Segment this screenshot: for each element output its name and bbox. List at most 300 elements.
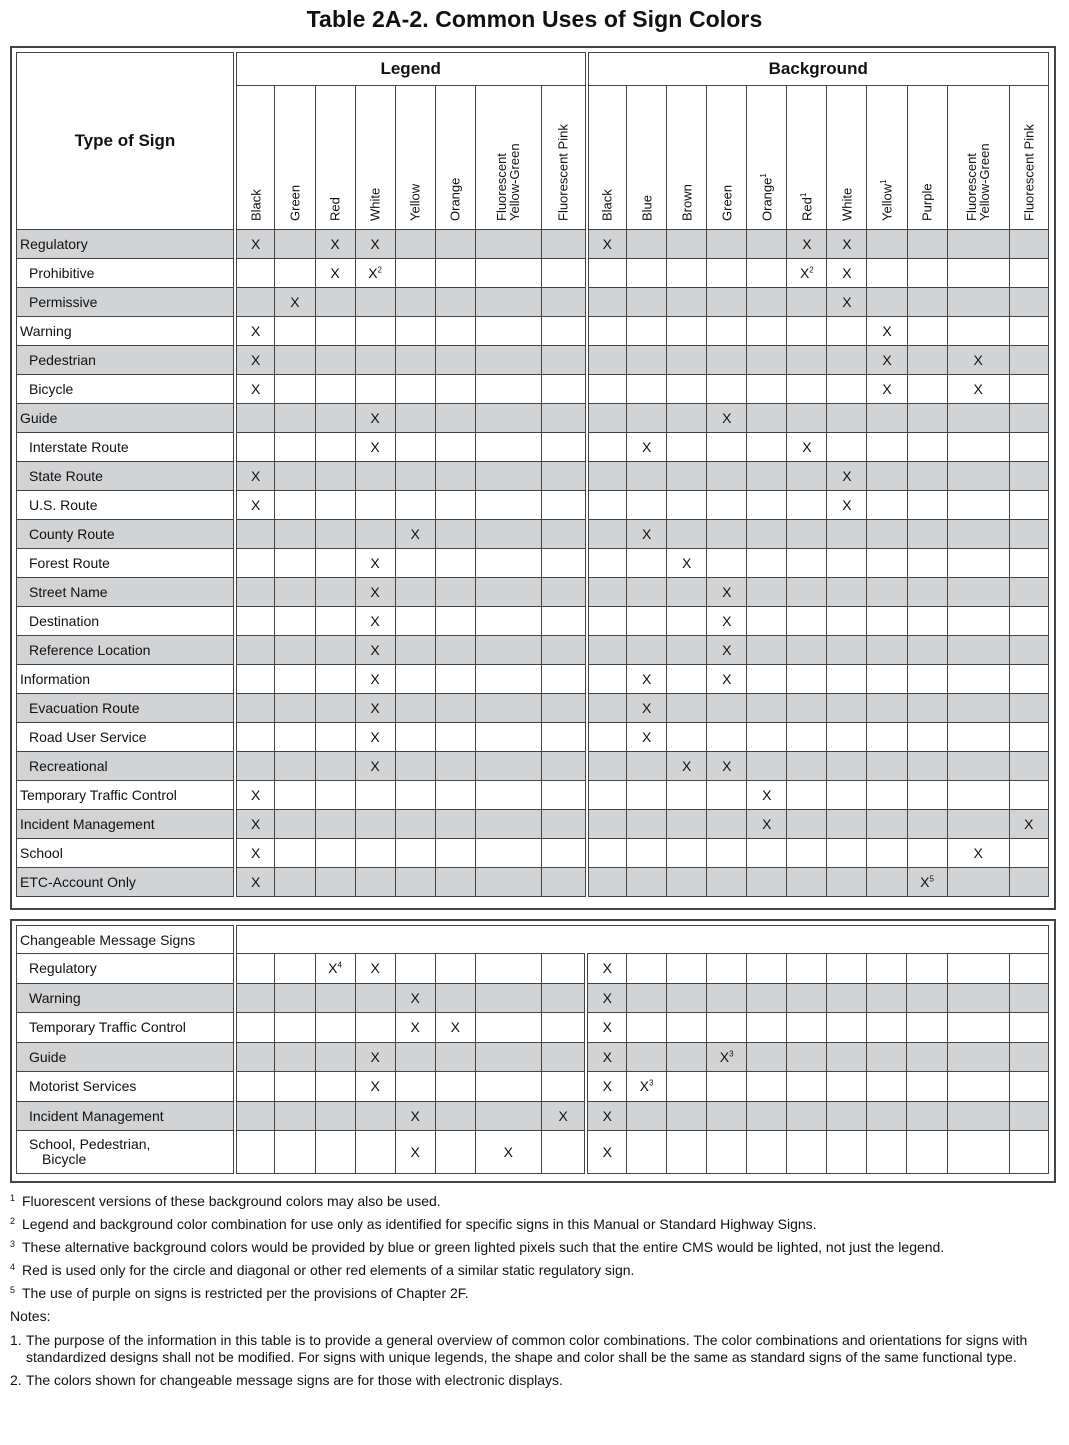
x-mark: X — [973, 381, 983, 397]
legend-cell — [235, 752, 275, 781]
legend-cell — [235, 520, 275, 549]
x-mark: X — [250, 468, 261, 484]
background-cell — [907, 752, 947, 781]
legend-col-label — [288, 185, 301, 221]
col-label-line: Fluorescent Pink — [1021, 124, 1037, 221]
background-cell — [787, 259, 827, 288]
background-cell — [867, 723, 907, 752]
background-cell — [787, 839, 827, 868]
table-row — [17, 230, 1049, 259]
legend-col-orange — [435, 86, 475, 230]
background-cell — [667, 462, 707, 491]
col-label-line: Fluorescent — [494, 153, 510, 221]
sign-type-permissive: Permissive — [17, 288, 235, 317]
background-cell — [1009, 259, 1048, 288]
legend-cell — [475, 346, 541, 375]
legend-cell — [541, 1072, 586, 1102]
legend-cell — [541, 230, 586, 259]
background-cell — [747, 491, 787, 520]
background-cell — [1009, 607, 1048, 636]
x-mark: X — [370, 584, 380, 600]
legend-cell — [275, 520, 315, 549]
footnotes-list — [10, 1193, 1056, 1302]
table-row — [17, 839, 1049, 868]
x-mark: X — [370, 613, 380, 629]
x-mark: X — [250, 236, 261, 252]
legend-cell — [435, 259, 475, 288]
background-cell — [707, 433, 747, 462]
x-mark: X — [722, 671, 732, 687]
background-cell — [867, 781, 907, 810]
background-cell — [787, 375, 827, 404]
x-mark: X — [370, 960, 380, 977]
legend-col-black — [235, 86, 275, 230]
background-cell — [707, 491, 747, 520]
table-row — [17, 462, 1049, 491]
table-row — [17, 1042, 1049, 1072]
legend-cell — [315, 404, 355, 433]
background-cell — [707, 1101, 747, 1131]
background-cell — [1009, 520, 1048, 549]
sign-type-line: School, Pedestrian, — [29, 1136, 151, 1152]
legend-cell — [315, 375, 355, 404]
legend-col-white — [355, 86, 395, 230]
background-cell — [947, 723, 1009, 752]
legend-cell — [395, 578, 435, 607]
background-cell — [747, 723, 787, 752]
background-cell — [1009, 1042, 1048, 1072]
background-cell — [667, 636, 707, 665]
sign-type-incident-management: Incident Management — [17, 810, 235, 839]
background-cell — [827, 868, 867, 897]
background-cell — [667, 839, 707, 868]
background-cell — [867, 230, 907, 259]
legend-cell — [235, 578, 275, 607]
background-cell — [667, 230, 707, 259]
sign-type-recreational: Recreational — [17, 752, 235, 781]
legend-cell — [275, 723, 315, 752]
legend-cell — [475, 694, 541, 723]
background-cell — [747, 752, 787, 781]
background-cell — [947, 1013, 1009, 1043]
background-cell — [587, 433, 627, 462]
legend-cell — [275, 839, 315, 868]
note-text: The colors shown for changeable message signs are for those with electronic displays. — [26, 1372, 563, 1388]
background-cell — [947, 433, 1009, 462]
background-col-label — [1022, 124, 1035, 221]
legend-cell — [235, 781, 275, 810]
background-cell — [947, 752, 1009, 781]
legend-cell — [315, 781, 355, 810]
background-cell — [907, 694, 947, 723]
table-row — [17, 1131, 1049, 1174]
background-cell — [947, 665, 1009, 694]
x-mark: X — [602, 1078, 612, 1095]
background-cell — [707, 868, 747, 897]
footnote-mark: 4 — [10, 1262, 16, 1272]
legend-cell — [355, 723, 395, 752]
background-cell — [707, 694, 747, 723]
legend-cell — [541, 520, 586, 549]
legend-cell — [475, 636, 541, 665]
background-col-purple — [907, 86, 947, 230]
background-cell — [1009, 578, 1048, 607]
background-cell — [867, 491, 907, 520]
legend-cell — [355, 839, 395, 868]
background-cell — [707, 404, 747, 433]
background-cell — [867, 375, 907, 404]
x-mark: X — [882, 352, 892, 368]
x-mark: X — [842, 468, 852, 484]
legend-cell — [355, 404, 395, 433]
background-cell — [907, 868, 947, 897]
legend-cell — [435, 723, 475, 752]
sign-type-reference-location: Reference Location — [17, 636, 235, 665]
background-cell — [1009, 1131, 1048, 1174]
background-cell — [907, 1013, 947, 1043]
background-cell — [947, 781, 1009, 810]
legend-cell — [275, 1042, 315, 1072]
legend-cell — [235, 1042, 275, 1072]
background-cell — [1009, 723, 1048, 752]
legend-cell — [235, 1101, 275, 1131]
x-mark: X — [842, 497, 852, 513]
background-cell — [827, 607, 867, 636]
background-cell — [787, 433, 827, 462]
background-cell — [586, 983, 626, 1013]
col-label-line: White — [367, 187, 383, 221]
background-cell — [587, 346, 627, 375]
background-cell — [667, 954, 707, 984]
legend-cell — [541, 288, 586, 317]
legend-cell — [475, 578, 541, 607]
col-label-line: Brown — [679, 184, 695, 221]
footnote-mark: 3 — [10, 1239, 16, 1249]
legend-col-label — [449, 178, 462, 221]
legend-cell — [395, 520, 435, 549]
legend-cell — [235, 462, 275, 491]
x-mark: X — [842, 236, 852, 252]
x-mark: X — [842, 265, 852, 281]
background-cell — [947, 1101, 1009, 1131]
x-mark: $X^5$ — [920, 874, 934, 890]
background-cell — [947, 1072, 1009, 1102]
background-cell — [707, 259, 747, 288]
legend-cell — [355, 462, 395, 491]
legend-cell — [475, 317, 541, 346]
legend-cell — [315, 694, 355, 723]
background-cell — [787, 954, 827, 984]
background-cell — [787, 983, 827, 1013]
footnote-text: The use of purple on signs is restricted per the provisions of Chapter 2F. — [22, 1285, 469, 1301]
x-mark: X — [370, 555, 380, 571]
background-cell — [1009, 839, 1048, 868]
background-cell — [667, 578, 707, 607]
legend-cell — [475, 868, 541, 897]
footnote-mark: 1 — [799, 192, 809, 198]
background-cell — [867, 636, 907, 665]
cms-section-header: Changeable Message Signs — [17, 926, 235, 954]
legend-cell — [541, 868, 586, 897]
background-cell — [627, 404, 667, 433]
background-cell — [747, 1013, 787, 1043]
legend-cell — [475, 520, 541, 549]
background-cell — [627, 317, 667, 346]
background-cell — [907, 288, 947, 317]
footnote-mark: 5 — [929, 874, 934, 884]
legend-cell — [275, 259, 315, 288]
legend-cell — [355, 607, 395, 636]
background-cell — [787, 868, 827, 897]
background-cell — [867, 462, 907, 491]
background-cell — [747, 230, 787, 259]
legend-cell — [435, 781, 475, 810]
background-cell — [907, 462, 947, 491]
table-row — [17, 954, 1049, 984]
legend-cell — [435, 983, 475, 1013]
legend-col-fluorescent-yellow-green — [475, 86, 541, 230]
background-cell — [747, 607, 787, 636]
legend-cell — [541, 1042, 586, 1072]
x-mark: X — [558, 1107, 568, 1124]
background-cell — [827, 983, 867, 1013]
background-cell — [627, 839, 667, 868]
legend-cell — [315, 839, 355, 868]
legend-cell — [395, 839, 435, 868]
legend-cell — [435, 375, 475, 404]
background-cell — [586, 1042, 626, 1072]
background-col-fluorescent-pink — [1009, 86, 1048, 230]
background-cell — [787, 491, 827, 520]
background-col-yellow — [867, 86, 907, 230]
legend-cell — [475, 462, 541, 491]
legend-cell — [235, 346, 275, 375]
legend-cell — [395, 694, 435, 723]
legend-cell — [395, 810, 435, 839]
notes-header: Notes: — [10, 1308, 51, 1324]
background-cell — [827, 954, 867, 984]
legend-cell — [475, 665, 541, 694]
col-label-line: Black — [248, 189, 264, 221]
legend-cell — [355, 636, 395, 665]
legend-cell — [275, 1013, 315, 1043]
background-cell — [747, 346, 787, 375]
background-cell — [747, 433, 787, 462]
x-mark: X — [410, 1019, 420, 1036]
col-label-line: Red — [799, 197, 815, 221]
background-cell — [627, 607, 667, 636]
background-cell — [627, 694, 667, 723]
background-cell — [1009, 433, 1048, 462]
legend-cell — [541, 723, 586, 752]
legend-cell — [435, 317, 475, 346]
legend-cell — [355, 1042, 395, 1072]
background-cell — [1009, 404, 1048, 433]
legend-cell — [395, 1101, 435, 1131]
legend-cell — [541, 810, 586, 839]
col-label-line: Fluorescent — [964, 153, 980, 221]
legend-cell — [395, 607, 435, 636]
legend-cell — [435, 810, 475, 839]
legend-col-label — [329, 197, 342, 221]
background-cell — [947, 636, 1009, 665]
background-cell — [667, 491, 707, 520]
background-cell — [787, 230, 827, 259]
legend-cell — [235, 433, 275, 462]
sign-type-state-route: State Route — [17, 462, 235, 491]
background-cell — [787, 462, 827, 491]
legend-cell — [475, 1072, 541, 1102]
background-cell — [867, 520, 907, 549]
legend-cell — [395, 636, 435, 665]
background-cell — [747, 578, 787, 607]
legend-cell — [475, 404, 541, 433]
legend-cell — [435, 462, 475, 491]
background-cell — [947, 520, 1009, 549]
sign-type-prohibitive: Prohibitive — [17, 259, 235, 288]
x-mark: X — [602, 1048, 612, 1065]
x-mark: X — [762, 787, 772, 803]
background-cell — [1009, 317, 1048, 346]
legend-cell — [355, 1131, 395, 1174]
sign-type-road-user-service: Road User Service — [17, 723, 235, 752]
background-cell — [1009, 346, 1048, 375]
legend-cell — [275, 491, 315, 520]
legend-cell — [541, 954, 586, 984]
legend-cell — [235, 954, 275, 984]
legend-cell — [235, 317, 275, 346]
legend-cell — [435, 839, 475, 868]
legend-cell — [541, 578, 586, 607]
legend-cell — [275, 636, 315, 665]
legend-cell — [541, 694, 586, 723]
legend-cell — [315, 549, 355, 578]
background-cell — [707, 346, 747, 375]
legend-cell — [355, 868, 395, 897]
background-cell — [787, 665, 827, 694]
legend-cell — [315, 868, 355, 897]
legend-cell — [315, 520, 355, 549]
sign-type-evacuation-route: Evacuation Route — [17, 694, 235, 723]
sign-type-guide: Guide — [17, 404, 235, 433]
background-cell — [827, 665, 867, 694]
x-mark: X — [882, 323, 892, 339]
background-cell — [787, 694, 827, 723]
background-col-label — [921, 183, 934, 221]
background-cell — [587, 607, 627, 636]
legend-cell — [475, 752, 541, 781]
sign-type-regulatory: Regulatory — [17, 954, 235, 984]
legend-cell — [315, 954, 355, 984]
background-cell — [907, 607, 947, 636]
background-cell — [627, 636, 667, 665]
legend-cell — [395, 288, 435, 317]
legend-cell — [315, 230, 355, 259]
legend-cell — [541, 491, 586, 520]
x-mark: $X^4$ — [328, 960, 342, 977]
x-mark: X — [842, 294, 852, 310]
legend-cell — [315, 636, 355, 665]
background-group-header: Background — [587, 53, 1049, 86]
legend-cell — [475, 839, 541, 868]
footnote-mark: 3 — [729, 1049, 734, 1059]
background-cell — [827, 288, 867, 317]
legend-col-label — [249, 189, 262, 221]
background-cell — [747, 1042, 787, 1072]
legend-cell — [235, 1013, 275, 1043]
legend-cell — [395, 868, 435, 897]
sign-type-line: Bicycle — [42, 1151, 87, 1167]
legend-cell — [475, 1101, 541, 1131]
background-cell — [627, 433, 667, 462]
background-cell — [587, 462, 627, 491]
sign-type-etc-account-only: ETC-Account Only — [17, 868, 235, 897]
background-cell — [627, 375, 667, 404]
note — [10, 1372, 1056, 1389]
legend-cell — [541, 317, 586, 346]
background-cell — [827, 375, 867, 404]
legend-cell — [315, 1013, 355, 1043]
table-row — [17, 752, 1049, 781]
legend-cell — [355, 433, 395, 462]
legend-cell — [395, 1042, 435, 1072]
background-cell — [1009, 810, 1048, 839]
background-cell — [587, 230, 627, 259]
background-cell — [667, 549, 707, 578]
background-cell — [667, 259, 707, 288]
table-row — [17, 317, 1049, 346]
legend-cell — [355, 259, 395, 288]
legend-cell — [475, 1042, 541, 1072]
legend-col-label — [557, 124, 570, 221]
col-label-line: Green — [287, 184, 303, 221]
legend-cell — [395, 433, 435, 462]
background-cell — [707, 1042, 747, 1072]
legend-cell — [435, 346, 475, 375]
table-row — [17, 665, 1049, 694]
background-cell — [907, 781, 947, 810]
background-cell — [667, 1072, 707, 1102]
legend-cell — [315, 317, 355, 346]
background-cell — [947, 317, 1009, 346]
background-cell — [627, 259, 667, 288]
legend-cell — [275, 781, 315, 810]
legend-cell — [275, 433, 315, 462]
background-cell — [667, 346, 707, 375]
background-cell — [707, 1072, 747, 1102]
background-cell — [1009, 954, 1048, 984]
legend-cell — [475, 259, 541, 288]
legend-cell — [355, 752, 395, 781]
x-mark: X — [370, 236, 380, 252]
x-mark: X — [370, 758, 380, 774]
table-row — [17, 549, 1049, 578]
background-cell — [827, 810, 867, 839]
legend-cell — [275, 752, 315, 781]
background-cell — [586, 1131, 626, 1174]
background-col-label — [680, 184, 693, 221]
background-cell — [907, 1072, 947, 1102]
sign-type-u-s-route: U.S. Route — [17, 491, 235, 520]
footnote — [10, 1285, 1056, 1302]
sign-type-motorist-services: Motorist Services — [17, 1072, 235, 1102]
footnote — [10, 1193, 1056, 1210]
type-of-sign-header: Type of Sign — [17, 53, 235, 230]
table-row — [17, 491, 1049, 520]
legend-cell — [235, 404, 275, 433]
legend-cell — [235, 607, 275, 636]
background-cell — [747, 694, 787, 723]
